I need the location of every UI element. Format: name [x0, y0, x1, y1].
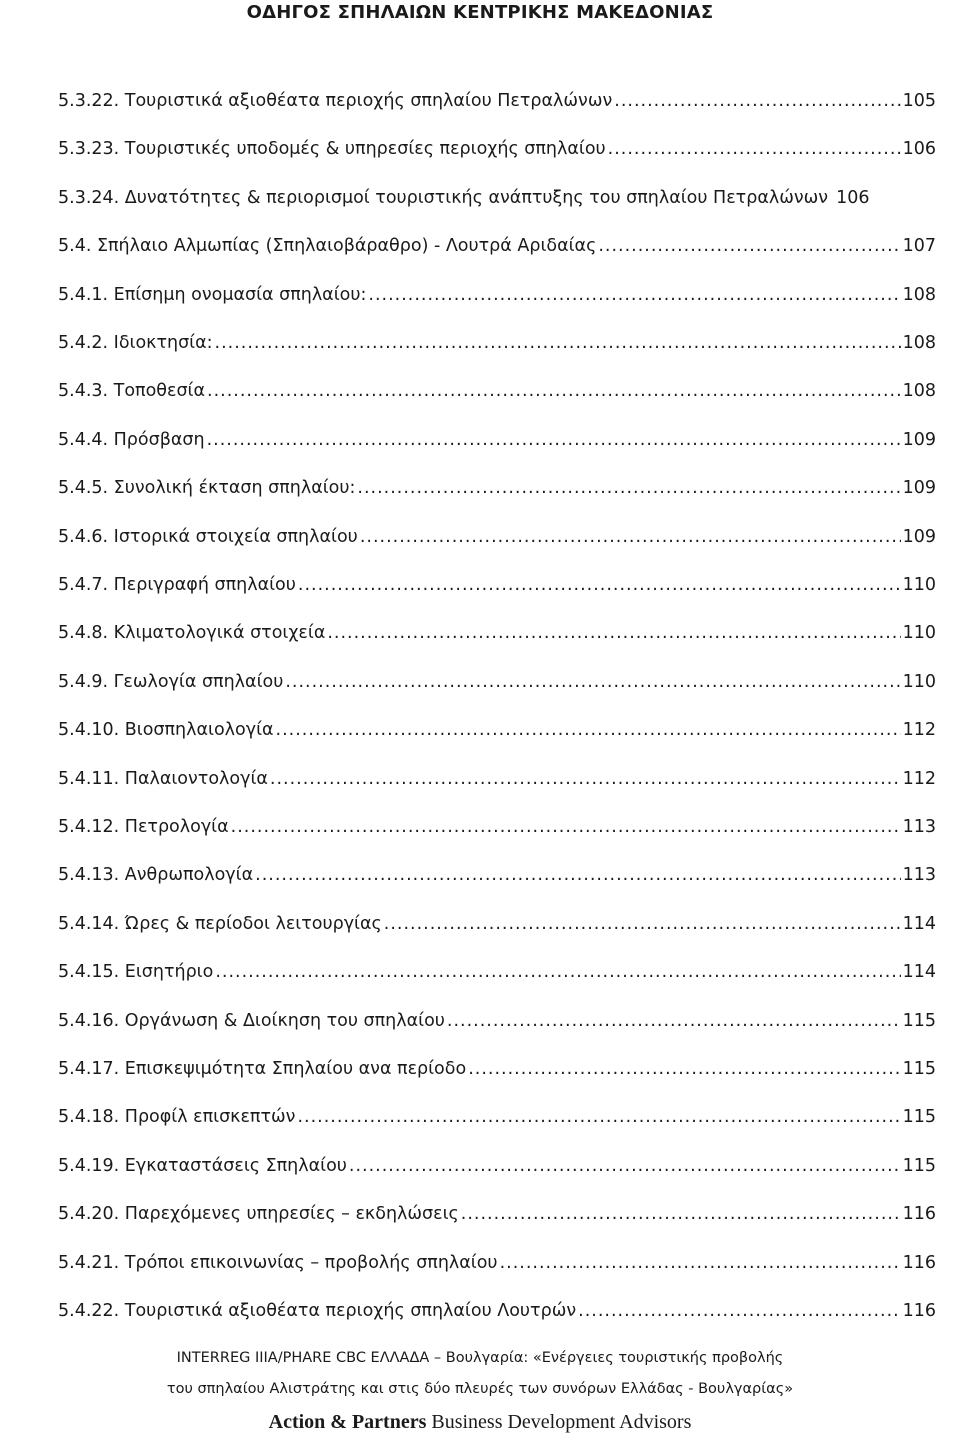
- toc-dot-leader: [215, 959, 900, 985]
- toc-entry-label: 5.4.20. Παρεχόμενες υπηρεσίες – εκδηλώσεις: [58, 1204, 459, 1225]
- toc-entry-page-number: 106: [902, 139, 936, 160]
- toc-entry-page-number: 108: [902, 381, 936, 402]
- toc-entry[interactable]: [58, 88, 936, 114]
- toc-dot-leader: [447, 1008, 901, 1034]
- toc-entry-page-number: 110: [902, 575, 936, 595]
- toc-dot-leader: [614, 88, 900, 114]
- toc-entry[interactable]: [58, 620, 936, 646]
- toc-entry-label: 5.3.23. Τουριστικές υποδομές & υπηρεσίες περιοχής σπηλαίου: [58, 139, 606, 160]
- toc-entry-label: 5.4.6. Ιστορικά στοιχεία σπηλαίου: [58, 526, 358, 547]
- toc-dot-leader: [468, 1056, 900, 1082]
- toc-entry-page-number: 106: [836, 187, 870, 208]
- toc-entry-label: 5.4.9. Γεωλογία σπηλαίου: [58, 671, 284, 692]
- toc-dot-leader: [360, 524, 901, 550]
- toc-dot-leader: [276, 717, 901, 743]
- toc-dot-leader: [384, 911, 901, 937]
- toc-entry-label: 5.4.3. Τοποθεσία: [58, 381, 206, 402]
- toc-entry-page-number: 109: [902, 429, 936, 450]
- toc-entry-page-number: 110: [902, 623, 936, 644]
- toc-dot-leader: [578, 1298, 900, 1324]
- toc-entry-label: 5.4. Σπήλαιο Αλμωπίας (Σπηλαιοβάραθρο) - Λουτρά Αριδαίας: [58, 236, 597, 257]
- toc-entry[interactable]: [58, 911, 936, 937]
- toc-entry[interactable]: [58, 185, 869, 211]
- toc-entry[interactable]: [58, 1298, 936, 1324]
- toc-entry-page-number: 115: [902, 1059, 936, 1079]
- toc-entry-label: 5.4.22. Τουριστικά αξιοθέατα περιοχής σπηλαίου Λουτρών: [58, 1301, 577, 1321]
- toc-entry-label: 5.4.18. Προφίλ επισκεπτών: [58, 1107, 296, 1128]
- toc-entry-label: 5.4.16. Οργάνωση & Διοίκηση του σπηλαίου: [58, 1010, 445, 1031]
- toc-entry-page-number: 115: [902, 1107, 936, 1128]
- toc-entry[interactable]: [58, 136, 936, 162]
- toc-entry[interactable]: [58, 669, 936, 695]
- toc-entry[interactable]: [58, 330, 936, 356]
- toc-entry[interactable]: [58, 766, 936, 792]
- toc-entry[interactable]: [58, 378, 936, 404]
- footer-project-line-2: του σπηλαίου Αλιστράτης και στις δύο πλευρές των συνόρων Ελλάδας - Βουλγαρίας»: [166, 1381, 794, 1397]
- toc-entry-page-number: 115: [902, 1155, 936, 1176]
- toc-dot-leader: [349, 1153, 901, 1179]
- toc-entry-label: 5.4.10. Βιοσπηλαιολογία: [58, 720, 274, 741]
- toc-entry-page-number: 108: [902, 333, 936, 353]
- toc-dot-leader: [357, 475, 900, 501]
- toc-entry-page-number: 112: [902, 768, 936, 789]
- toc-entry[interactable]: [58, 1250, 936, 1276]
- toc-entry[interactable]: [58, 572, 936, 598]
- toc-entry[interactable]: [58, 814, 936, 840]
- toc-dot-leader: [298, 572, 901, 598]
- toc-entry[interactable]: [58, 1201, 936, 1227]
- toc-entry-label: 5.4.12. Πετρολογία: [58, 817, 229, 837]
- toc-dot-leader: [270, 766, 901, 792]
- toc-entry-label: 5.4.19. Εγκαταστάσεις Σπηλαίου: [58, 1155, 347, 1176]
- toc-dot-leader: [461, 1201, 901, 1227]
- toc-entry-page-number: 115: [902, 1010, 936, 1031]
- footer-project-line-1: INTERREG IIIA/PHARE CBC ΕΛΛΑΔΑ – Βουλγαρία: «Ενέργειες τουριστικής προβολής: [176, 1350, 784, 1366]
- toc-entry-page-number: 113: [902, 865, 936, 886]
- toc-entry-page-number: 116: [902, 1301, 936, 1321]
- toc-entry-page-number: 116: [902, 1204, 936, 1225]
- toc-dot-leader: [207, 427, 901, 453]
- toc-entry-page-number: 107: [902, 236, 936, 257]
- toc-entry[interactable]: [58, 524, 936, 550]
- toc-dot-leader: [231, 814, 901, 840]
- toc-entry-label: 5.4.11. Παλαιοντολογία: [58, 768, 268, 789]
- toc-dot-leader: [215, 330, 901, 356]
- toc-entry-label: 5.4.8. Κλιματολογικά στοιχεία: [58, 623, 326, 644]
- toc-entry-label: 5.4.17. Επισκεψιμότητα Σπηλαίου ανα περίοδο: [58, 1059, 467, 1079]
- toc-entry-page-number: 105: [902, 91, 936, 111]
- toc-entry-page-number: 112: [902, 720, 936, 741]
- toc-dot-leader: [297, 1104, 900, 1130]
- footer-company: [0, 1411, 960, 1434]
- toc-entry[interactable]: [58, 427, 936, 453]
- toc-dot-leader: [608, 136, 901, 162]
- toc-entry-label: 5.4.2. Ιδιοκτησία:: [58, 333, 213, 353]
- toc-dot-leader: [207, 378, 901, 404]
- footer-company-tagline: Business Development Advisors: [431, 1411, 692, 1433]
- toc-entry-page-number: 108: [902, 284, 936, 305]
- toc-entry[interactable]: [58, 1056, 936, 1082]
- toc-entry-label: 5.3.22. Τουριστικά αξιοθέατα περιοχής σπηλαίου Πετραλώνων: [58, 91, 613, 111]
- toc-entry[interactable]: [58, 1008, 936, 1034]
- toc-entry-label: 5.4.15. Εισητήριο: [58, 962, 214, 983]
- toc-entry-page-number: 116: [902, 1252, 936, 1273]
- toc-entry[interactable]: [58, 717, 936, 743]
- toc-entry-page-number: 114: [902, 962, 936, 983]
- toc-entry-label: 5.4.1. Επίσημη ονομασία σπηλαίου:: [58, 284, 367, 305]
- toc-entry[interactable]: [58, 1153, 936, 1179]
- toc-entry-page-number: 109: [902, 526, 936, 547]
- toc-entry-label: 5.4.4. Πρόσβαση: [58, 429, 205, 450]
- toc-entry-label: 5.4.21. Τρόποι επικοινωνίας – προβολής σπηλαίου: [58, 1252, 498, 1273]
- toc-entry-label: 5.4.14. Ώρες & περίοδοι λειτουργίας: [58, 913, 382, 934]
- toc-dot-leader: [255, 862, 900, 888]
- toc-entry-label: 5.3.24. Δυνατότητες & περιορισμοί τουριστικής ανάπτυξης του σπηλαίου Πετραλώνων: [58, 187, 829, 208]
- toc-entry-page-number: 109: [902, 478, 936, 499]
- footer-company-name: Action & Partners: [268, 1411, 427, 1433]
- toc-entry[interactable]: [58, 862, 936, 888]
- toc-entry[interactable]: [58, 959, 936, 985]
- toc-entry-page-number: 113: [902, 817, 936, 837]
- toc-entry[interactable]: [58, 233, 936, 259]
- page-title: ΟΔΗΓΟΣ ΣΠΗΛΑΙΩΝ ΚΕΝΤΡΙΚΗΣ ΜΑΚΕΔΟΝΙΑΣ: [246, 2, 714, 23]
- toc-entry-page-number: 110: [902, 671, 936, 692]
- toc-entry[interactable]: [58, 475, 936, 501]
- toc-entry-label: 5.4.7. Περιγραφή σπηλαίου: [58, 575, 296, 595]
- toc-entry-label: 5.4.5. Συνολική έκταση σπηλαίου:: [58, 478, 356, 499]
- toc-entry-label: 5.4.13. Ανθρωπολογία: [58, 865, 254, 886]
- toc-dot-leader: [285, 669, 900, 695]
- toc-dot-leader: [368, 282, 900, 308]
- toc-dot-leader: [598, 233, 900, 259]
- toc-entry[interactable]: [58, 1104, 936, 1130]
- toc-dot-leader: [500, 1250, 901, 1276]
- toc-entry-page-number: 114: [902, 913, 936, 934]
- toc-entry[interactable]: [58, 282, 936, 308]
- toc-dot-leader: [327, 620, 900, 646]
